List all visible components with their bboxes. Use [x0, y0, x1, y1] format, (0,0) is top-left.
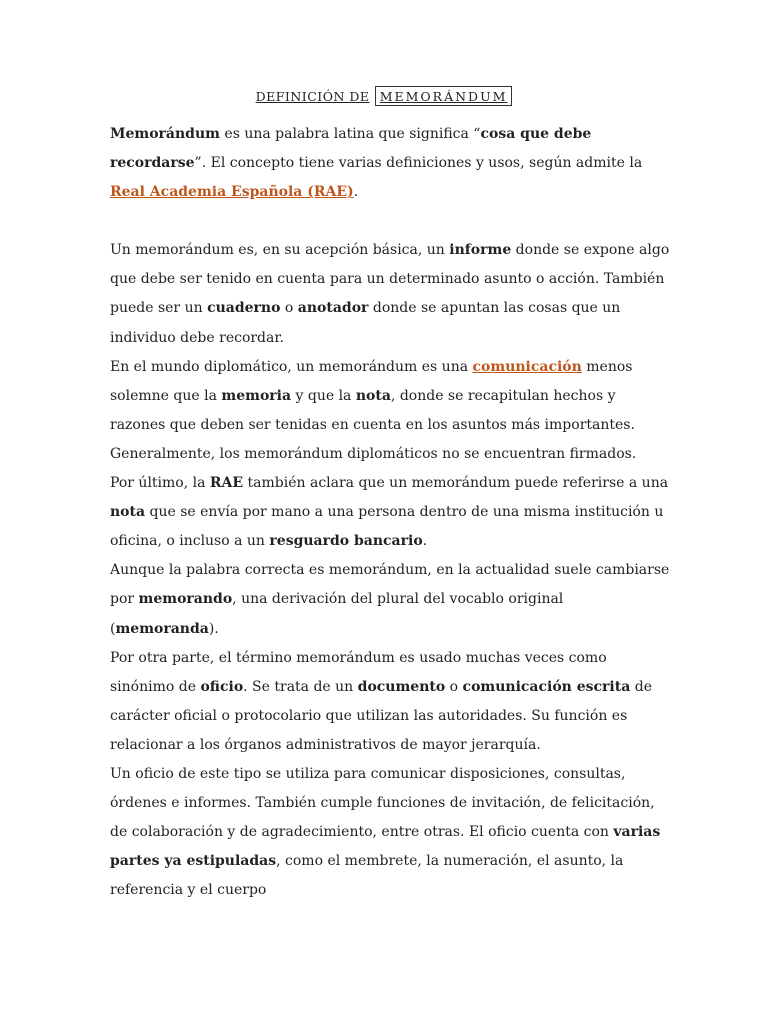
bold-term: cosa que debe recordarse: [110, 126, 592, 172]
bold-term: memoranda: [115, 620, 209, 637]
text-run: . Se trata de un: [243, 678, 358, 695]
text-run: y que la: [291, 387, 356, 404]
bold-term: memoria: [221, 387, 292, 404]
bold-term: memorando: [138, 591, 233, 608]
paragraph: [110, 236, 670, 352]
text-run: Un memorándum es, en su acepción básica, un: [110, 242, 450, 259]
bold-term: RAE: [209, 475, 244, 492]
bold-term: informe: [449, 242, 512, 259]
paragraph-gap: [110, 207, 670, 236]
text-run: , una derivación del plural del vocablo original (: [110, 591, 564, 637]
bold-term: Memorándum: [110, 126, 220, 142]
text-run: .: [353, 184, 359, 201]
bold-term: documento: [357, 678, 446, 695]
text-run: , como el membrete, la numeración, el asunto, la referencia y el cuerpo: [110, 853, 624, 899]
paragraph: [110, 353, 670, 469]
text-run: donde se expone algo que debe ser tenido en cuenta para un determinado asunto o acción. También puede ser un: [110, 242, 670, 317]
bold-term: resguardo bancario: [269, 533, 423, 550]
bold-term: nota: [110, 504, 146, 521]
text-run: que se envía por mano a una persona dentro de una misma institución u oficina, o incluso a un: [110, 504, 664, 550]
paragraph: [110, 760, 670, 905]
text-run: Por último, la: [110, 475, 210, 492]
text-run: también aclara que un memorándum puede referirse a una: [243, 475, 669, 492]
bold-term: oficio: [200, 678, 244, 695]
text-run: ).: [208, 620, 219, 637]
bold-term: cuaderno: [207, 300, 281, 317]
bold-term: varias partes ya estipuladas: [110, 824, 661, 870]
page-title: [0, 86, 768, 106]
bold-term: anotador: [297, 300, 369, 317]
text-run: .: [422, 533, 428, 550]
paragraph: [110, 556, 670, 643]
paragraph: [110, 644, 670, 760]
bold-term: nota: [355, 387, 391, 404]
paragraph: [110, 120, 670, 207]
text-run: o: [445, 678, 463, 695]
text-run: menos solemne que la: [110, 358, 633, 404]
inline-link[interactable]: comunicación: [472, 358, 582, 375]
text-run: es una palabra latina que significa “: [219, 126, 481, 142]
title-prefix: DEFINICIÓN DE: [255, 89, 370, 104]
title-word: MEMORÁNDUM: [375, 86, 513, 106]
document-body: [110, 120, 670, 905]
paragraph: [110, 469, 670, 556]
text-run: , donde se recapitulan hechos y razones que deben ser tenidas en cuenta en los asuntos más importantes. Generalmente, los memorándum diplomáticos no se encuentran firmados.: [110, 387, 637, 462]
text-run: Un oficio de este tipo se utiliza para comunicar disposiciones, consultas, órdenes e informes. También cumple funciones de invitación, de felicitación, de colaboración y de agradecimiento, entre otras. El oficio cuenta con: [110, 765, 655, 841]
text-run: Aunque la palabra correcta es memorándum, en la actualidad suele cambiarse por: [110, 562, 670, 608]
text-run: o: [280, 300, 298, 317]
text-run: En el mundo diplomático, un memorándum es una: [110, 358, 473, 375]
text-run: de carácter oficial o protocolario que utilizan las autoridades. Su función es relacionar a los órganos administrativos de mayor jerarquía.: [110, 678, 652, 753]
text-run: donde se apuntan las cosas que un individuo debe recordar.: [110, 300, 621, 346]
text-run: ”. El concepto tiene varias definiciones y usos, según admite la: [194, 155, 643, 172]
bold-term: comunicación escrita: [462, 678, 631, 695]
inline-link[interactable]: Real Academia Española (RAE): [110, 184, 354, 201]
text-run: Por otra parte, el término memorándum es usado muchas veces como sinónimo de: [110, 649, 607, 695]
